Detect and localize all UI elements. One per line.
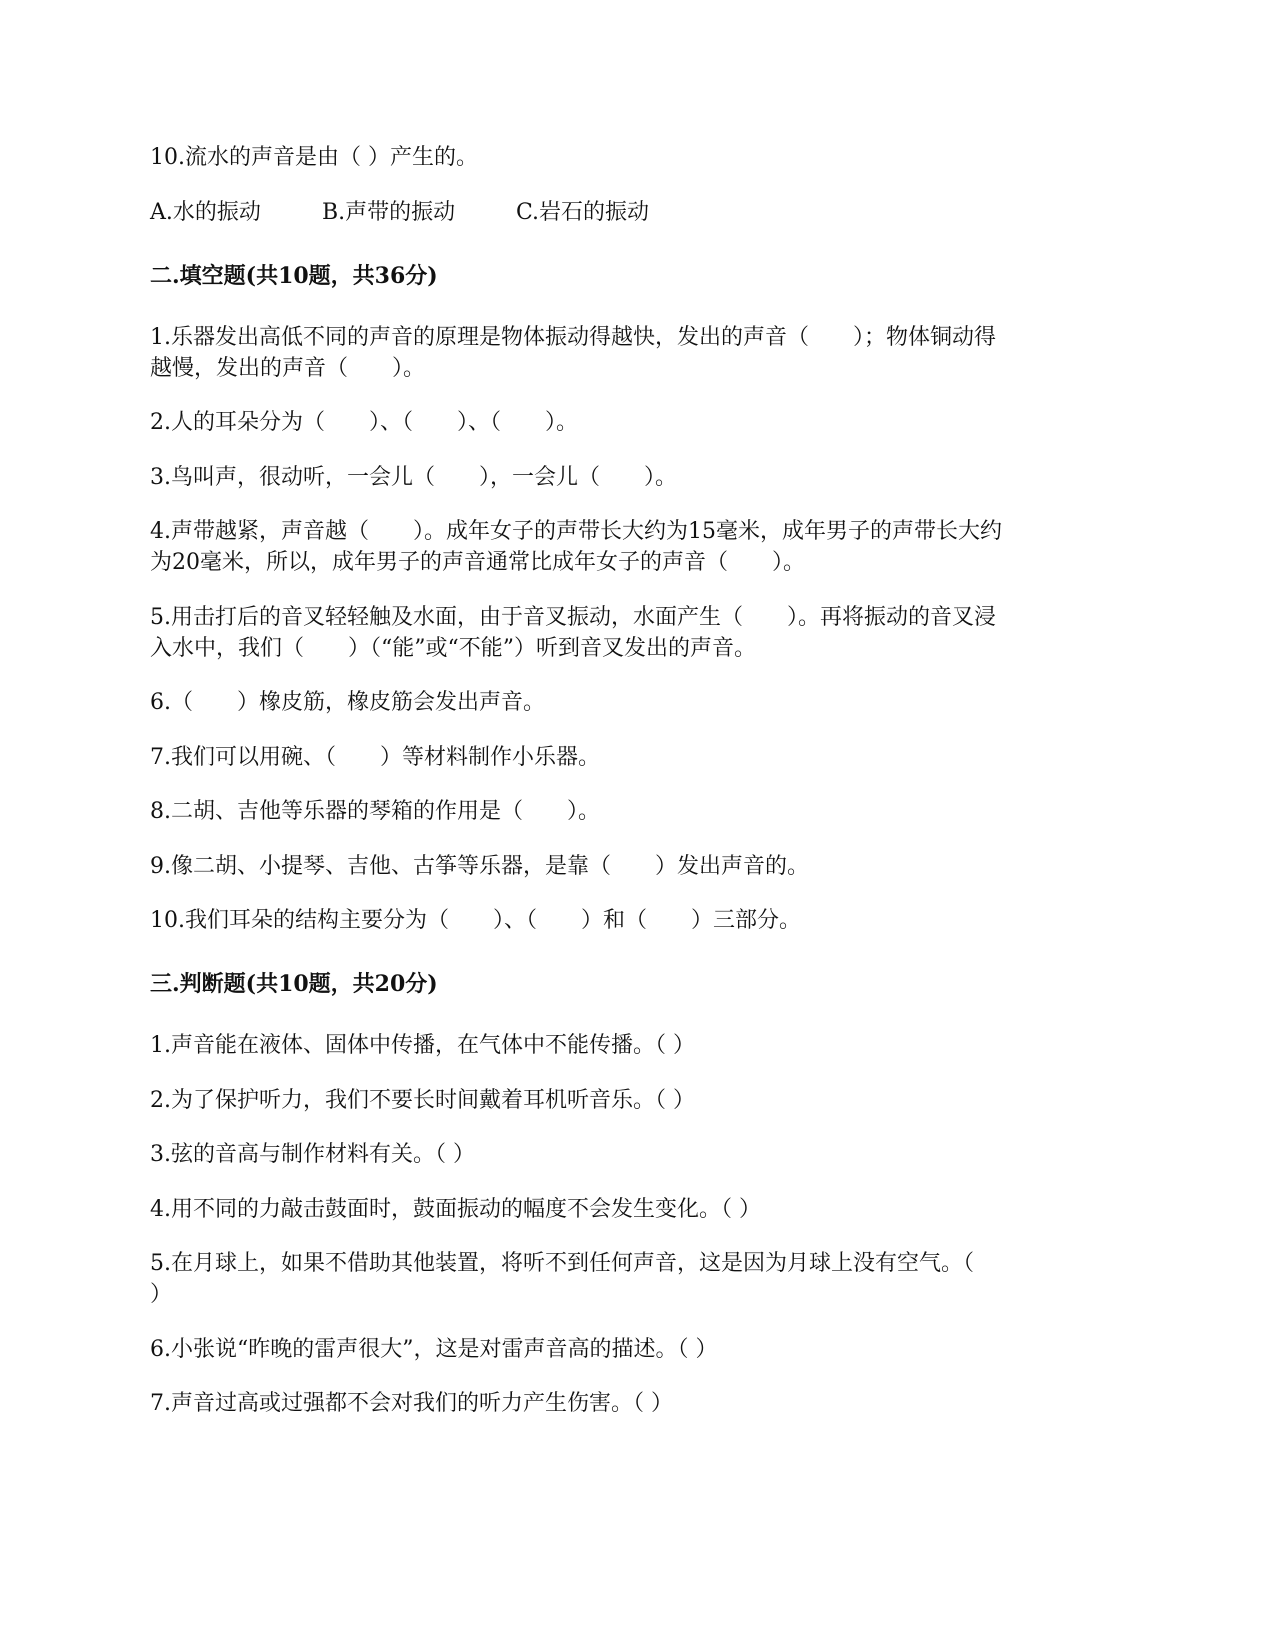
fill-q6: 6.（ ）橡皮筋，橡皮筋会发出声音。	[150, 690, 545, 715]
fill-q4-line1: 4.声带越紧，声音越（ ）。成年女子的声带长大约为15毫米，成年男子的声带长大约	[150, 519, 1002, 544]
judge-section-heading: 三.判断题(共10题，共20分)	[150, 971, 438, 997]
judge-q5-line1: 5.在月球上，如果不借助其他装置，将听不到任何声音，这是因为月球上没有空气。（	[150, 1251, 974, 1276]
judge-q6: 6.小张说“昨晚的雷声很大”，这是对雷声音高的描述。（ ）	[150, 1337, 718, 1362]
fill-section-heading: 二.填空题(共10题，共36分)	[150, 263, 438, 289]
fill-q1-line2: 越慢，发出的声音（ ）。	[150, 356, 426, 381]
fill-q5-line1: 5.用击打后的音叉轻轻触及水面，由于音叉振动，水面产生（ ）。再将振动的音叉浸	[150, 605, 996, 630]
option-b: B.声带的振动	[322, 200, 456, 225]
option-a: A.水的振动	[150, 200, 261, 225]
judge-q1: 1.声音能在液体、固体中传播，在气体中不能传播。（ ）	[150, 1033, 695, 1058]
judge-q5-line2: ）	[150, 1282, 173, 1307]
fill-q4-line2: 为20毫米，所以，成年男子的声音通常比成年女子的声音（ ）。	[150, 550, 805, 575]
fill-q7: 7.我们可以用碗、（ ）等材料制作小乐器。	[150, 745, 600, 770]
judge-q3: 3.弦的音高与制作材料有关。（ ）	[150, 1142, 475, 1167]
judge-q4: 4.用不同的力敲击鼓面时，鼓面振动的幅度不会发生变化。（ ）	[150, 1197, 761, 1222]
choice-options	[150, 197, 649, 229]
judge-q7: 7.声音过高或过强都不会对我们的听力产生伤害。（ ）	[150, 1391, 673, 1416]
fill-q9: 9.像二胡、小提琴、吉他、古筝等乐器，是靠（ ）发出声音的。	[150, 854, 809, 879]
fill-q1-line1: 1.乐器发出高低不同的声音的原理是物体振动得越快，发出的声音（ ）；物体铜动得	[150, 325, 996, 350]
fill-q2: 2.人的耳朵分为（ ）、（ ）、（ ）。	[150, 410, 578, 435]
choice-question-10: 10.流水的声音是由（ ）产生的。	[150, 145, 478, 170]
fill-q5-line2: 入水中，我们（ ）（“能”或“不能”）听到音叉发出的声音。	[150, 636, 756, 661]
fill-q8: 8.二胡、吉他等乐器的琴箱的作用是（ ）。	[150, 799, 600, 824]
fill-q3: 3.鸟叫声，很动听，一会儿（ ），一会儿（ ）。	[150, 465, 677, 490]
fill-q10: 10.我们耳朵的结构主要分为（ ）、（ ）和（ ）三部分。	[150, 908, 801, 933]
judge-q2: 2.为了保护听力，我们不要长时间戴着耳机听音乐。（ ）	[150, 1088, 695, 1113]
option-c: C.岩石的振动	[516, 200, 650, 225]
